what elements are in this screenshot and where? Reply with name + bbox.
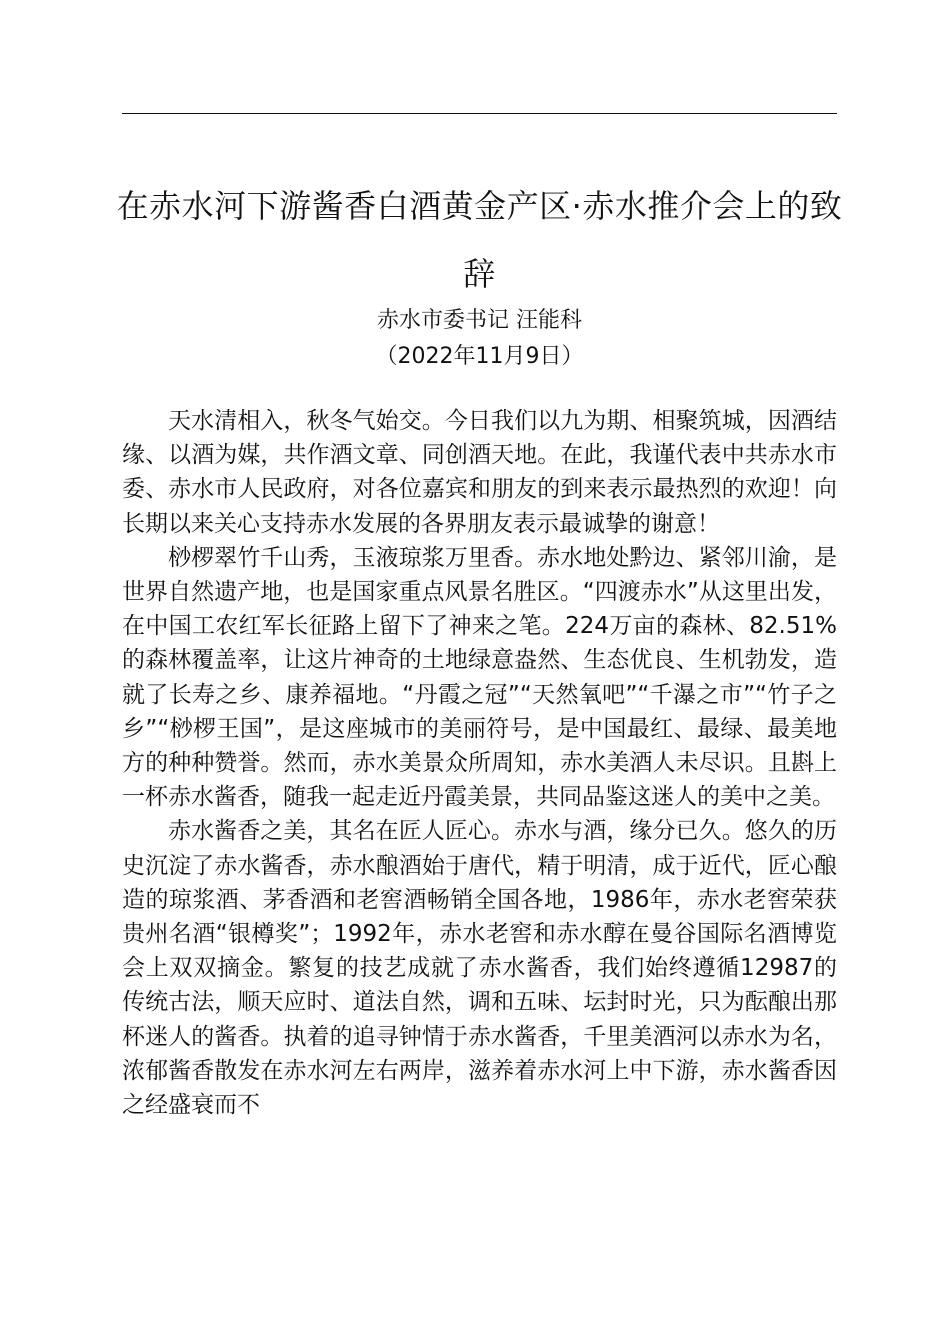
paragraph-craft: 赤水酱香之美，其名在匠人匠心。赤水与酒，缘分已久。悠久的历史沉淀了赤水酱香，赤水酿酒始于唐代，精于明清，成于近代，匠心酿造的琼浆酒、茅香酒和老窖酒畅销全国各地，1986年，赤水老窖荣获贵州名酒“银樽奖”；1992年，赤水老窖和赤水醇在曼谷国际名酒博览会上双双摘金。繁复的技艺成就了赤水酱香，我们始终遵循12987的传统古法，顺天应时、道法自然，调和五味、坛封时光，只为酝酿出那杯迷人的酱香。执着的追寻钟情于赤水酱香，千里美酒河以赤水为名，浓郁酱香散发在赤水河左右两岸，滋养着赤水河上中下游，赤水酱香因之经盛衰而不 (122, 818, 837, 1119)
document-title: 在赤水河下游酱香白酒黄金产区·赤水推介会上的致辞 (116, 187, 843, 293)
author-line: 赤水市委书记 汪能科 (377, 308, 582, 333)
date-line: （2022年11月9日） (375, 344, 584, 369)
header-rule (122, 113, 837, 114)
paragraph-welcome: 天水清相入，秋冬气始交。今日我们以九为期、相聚筑城，因酒结缘、以酒为媒，共作酒文章、同创酒天地。在此，我谨代表中共赤水市委、赤水市人民政府，对各位嘉宾和朋友的到来表示最热烈的欢迎！向长期以来关心支持赤水发展的各界朋友表示最诚挚的谢意！ (122, 408, 837, 537)
paragraph-scenery: 桫椤翠竹千山秀，玉液琼浆万里香。赤水地处黔边、紧邻川渝，是世界自然遗产地，也是国家重点风景名胜区。“四渡赤水”从这里出发，在中国工农红军长征路上留下了神来之笔。224万亩的森林、82.51%的森林覆盖率，让这片神奇的土地绿意盎然、生态优良、生机勃发，造就了长寿之乡、康养福地。“丹霞之冠”“天然氧吧”“千瀑之市”“竹子之乡”“桫椤王国”，是这座城市的美丽符号，是中国最红、最绿、最美地方的种种赞誉。然而，赤水美景众所周知，赤水美酒人未尽识。且斟上一杯赤水酱香，随我一起走近丹霞美景，共同品鉴这迷人的美中之美。 (122, 544, 837, 811)
document-body (122, 404, 837, 1122)
